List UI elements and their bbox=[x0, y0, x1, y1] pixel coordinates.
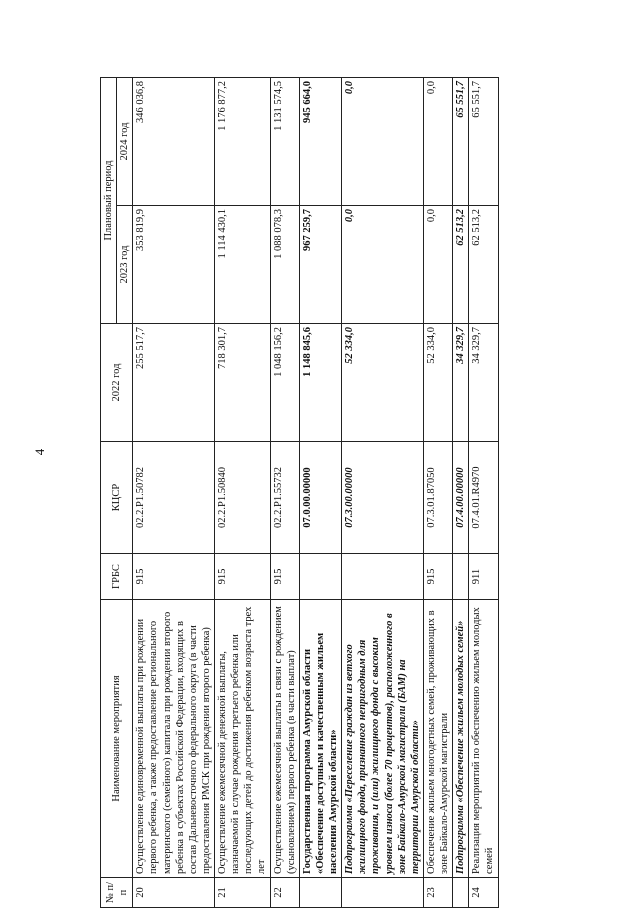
cell-grbs: 915 bbox=[423, 554, 452, 600]
table-body bbox=[133, 78, 498, 908]
table-row bbox=[133, 78, 215, 908]
cell-2022: 718 301,7 bbox=[215, 324, 271, 442]
cell-name: Обеспечение жильем многодетных семей, проживающих в зоне Байкало-Амурской магистрали bbox=[423, 600, 452, 878]
cell-name: Государственная программа Амурской области «Обеспечение доступным и качественным жильем населения Амурской области» bbox=[299, 600, 341, 878]
cell-2023: 0,0 bbox=[423, 206, 452, 324]
cell-2024: 65 551,7 bbox=[453, 78, 469, 206]
cell-grbs: 911 bbox=[469, 554, 498, 600]
table-row bbox=[453, 78, 469, 908]
table-row bbox=[299, 78, 341, 908]
cell-grbs: 915 bbox=[215, 554, 271, 600]
cell-kcsr: 02.2.P1.55732 bbox=[270, 442, 299, 554]
cell-grbs: 915 bbox=[133, 554, 215, 600]
table-row bbox=[469, 78, 498, 908]
header-2024: 2024 год bbox=[117, 78, 133, 206]
header-plan-period: Плановый период bbox=[101, 78, 117, 324]
cell-no: 21 bbox=[215, 878, 271, 908]
cell-2023: 1 088 078,3 bbox=[270, 206, 299, 324]
table-row bbox=[423, 78, 452, 908]
cell-2023: 0,0 bbox=[342, 206, 424, 324]
cell-name: Подпрограмма «Обеспечение жильем молодых семей» bbox=[453, 600, 469, 878]
page-number: 4 bbox=[32, 448, 47, 456]
cell-no: 23 bbox=[423, 878, 452, 908]
cell-2024: 1 176 877,2 bbox=[215, 78, 271, 206]
cell-no bbox=[299, 878, 341, 908]
cell-2022: 52 334,0 bbox=[423, 324, 452, 442]
cell-no: 20 bbox=[133, 878, 215, 908]
budget-table bbox=[100, 77, 499, 908]
cell-kcsr: 07.3.00.00000 bbox=[342, 442, 424, 554]
cell-2024: 346 036,8 bbox=[133, 78, 215, 206]
cell-kcsr: 07.4.00.00000 bbox=[453, 442, 469, 554]
header-2023: 2023 год bbox=[117, 206, 133, 324]
cell-grbs: 915 bbox=[270, 554, 299, 600]
cell-kcsr: 07.3.01.87050 bbox=[423, 442, 452, 554]
cell-2024: 1 131 574,5 bbox=[270, 78, 299, 206]
cell-2023: 967 259,7 bbox=[299, 206, 341, 324]
cell-grbs bbox=[299, 554, 341, 600]
cell-kcsr: 07.0.00.00000 bbox=[299, 442, 341, 554]
cell-2022: 255 517,7 bbox=[133, 324, 215, 442]
cell-kcsr: 02.2.P1.50782 bbox=[133, 442, 215, 554]
cell-2022: 1 148 845,6 bbox=[299, 324, 341, 442]
cell-name: Реализация мероприятий по обеспечению жильем молодых семей bbox=[469, 600, 498, 878]
cell-2022: 1 048 156,2 bbox=[270, 324, 299, 442]
cell-2024: 0,0 bbox=[342, 78, 424, 206]
cell-no: 22 bbox=[270, 878, 299, 908]
table-row bbox=[270, 78, 299, 908]
header-name: Наименование мероприятия bbox=[101, 600, 133, 878]
header-grbs: ГРБС bbox=[101, 554, 133, 600]
rotated-table-container bbox=[100, 78, 620, 908]
cell-no bbox=[342, 878, 424, 908]
cell-grbs bbox=[453, 554, 469, 600]
cell-grbs bbox=[342, 554, 424, 600]
header-no: № п/п bbox=[101, 878, 133, 908]
header-kcsr: КЦСР bbox=[101, 442, 133, 554]
cell-2023: 62 513,2 bbox=[453, 206, 469, 324]
cell-2023: 353 819,9 bbox=[133, 206, 215, 324]
cell-2022: 52 334,0 bbox=[342, 324, 424, 442]
table-row bbox=[342, 78, 424, 908]
cell-2024: 945 664,0 bbox=[299, 78, 341, 206]
header-2022: 2022 год bbox=[101, 324, 133, 442]
cell-2023: 1 114 430,1 bbox=[215, 206, 271, 324]
cell-name: Осуществление единовременной выплаты при рождении первого ребенка, а также предоставление регионального материнского (семейного) капитала при рождении второго ребенка в субъектах Российской Федерации, входящих в состав Дальневосточного федерального округа (в части предоставления РМСК при рождении второго ребенка) bbox=[133, 600, 215, 878]
table-row bbox=[215, 78, 271, 908]
cell-no: 24 bbox=[469, 878, 498, 908]
cell-kcsr: 07.4.01.R4970 bbox=[469, 442, 498, 554]
cell-name: Осуществление ежемесячной выплаты в связи с рождением (усыновлением) первого ребенка (в части выплат) bbox=[270, 600, 299, 878]
cell-2022: 34 329,7 bbox=[469, 324, 498, 442]
cell-2024: 65 551,7 bbox=[469, 78, 498, 206]
cell-kcsr: 02.2.P1.50840 bbox=[215, 442, 271, 554]
cell-no bbox=[453, 878, 469, 908]
cell-2024: 0,0 bbox=[423, 78, 452, 206]
cell-name: Подпрограмма «Переселение граждан из ветхого жилищного фонда, признанного непригодным для проживания, и (или) жилищного фонда с высоким уровнем износа (более 70 процентов), расположенного в зоне Байкало-Амурской магистрали (БАМ) на территории Амурской области» bbox=[342, 600, 424, 878]
cell-2023: 62 513,2 bbox=[469, 206, 498, 324]
cell-2022: 34 329,7 bbox=[453, 324, 469, 442]
cell-name: Осуществление ежемесячной денежной выплаты, назначаемой в случае рождения третьего ребенка или последующих детей до достижения ребенком возраста трех лет bbox=[215, 600, 271, 878]
